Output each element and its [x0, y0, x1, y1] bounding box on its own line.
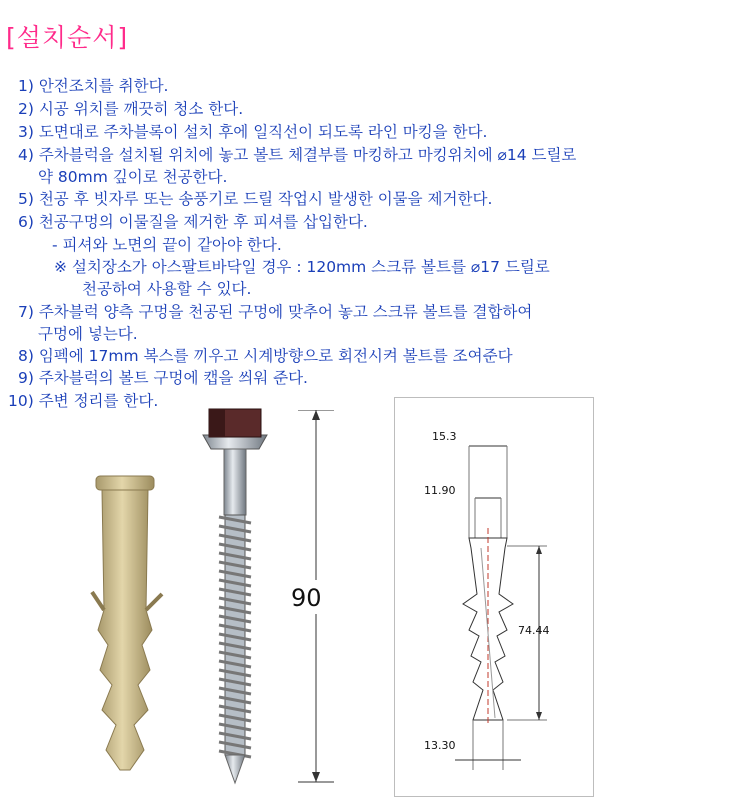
step-8: 8) 임펙에 17mm 복스를 끼우고 시계방향으로 회전시켜 볼트를 조여준다: [18, 347, 513, 365]
step-6-asphalt-note: ※ 설치장소가 아스팔트바닥일 경우 : 120mm 스크류 볼트를 ⌀17 드릴로: [54, 258, 550, 276]
step-3: 3) 도면대로 주차블록이 설치 후에 일직선이 되도록 라인 마킹을 한다.: [18, 123, 488, 141]
step-6: 6) 천공구멍의 이물질을 제거한 후 피셔를 삽입한다.: [18, 213, 368, 231]
step-6-asphalt-note-cont: 천공하여 사용할 수 있다.: [82, 280, 252, 298]
step-5: 5) 천공 후 빗자루 또는 송풍기로 드릴 작업시 발생한 이물을 제거한다.: [18, 190, 493, 208]
dim-length: 74.44: [518, 624, 550, 637]
dim-top-inner: 11.90: [424, 484, 456, 497]
step-7-cont: 구멍에 넣는다.: [38, 325, 138, 343]
step-10: 10) 주변 정리를 한다.: [8, 392, 159, 410]
bolt-length-label: 90: [291, 584, 322, 612]
page-title: [설치순서]: [6, 23, 129, 52]
dim-top-outer: 15.3: [432, 430, 457, 443]
step-4: 4) 주차블럭을 설치될 위치에 놓고 볼트 체결부를 마킹하고 마킹위치에 ⌀14 드릴로: [18, 146, 577, 164]
step-9: 9) 주차블럭의 볼트 구멍에 캡을 씌워 준다.: [18, 369, 308, 387]
anchor-technical-drawing: [394, 397, 594, 797]
dim-bottom: 13.30: [424, 739, 456, 752]
anchor-illustration: [90, 470, 170, 790]
step-2: 2) 시공 위치를 깨끗히 청소 한다.: [18, 100, 244, 118]
step-7: 7) 주차블럭 양측 구멍을 천공된 구멍에 맞추어 놓고 스크류 볼트를 결합하여: [18, 303, 533, 321]
step-4-cont: 약 80mm 깊이로 천공한다.: [38, 168, 228, 186]
screw-bolt-illustration: [195, 405, 275, 790]
step-6-note: - 피셔와 노면의 끝이 같아야 한다.: [52, 236, 282, 254]
step-1: 1) 안전조치를 취한다.: [18, 77, 169, 95]
